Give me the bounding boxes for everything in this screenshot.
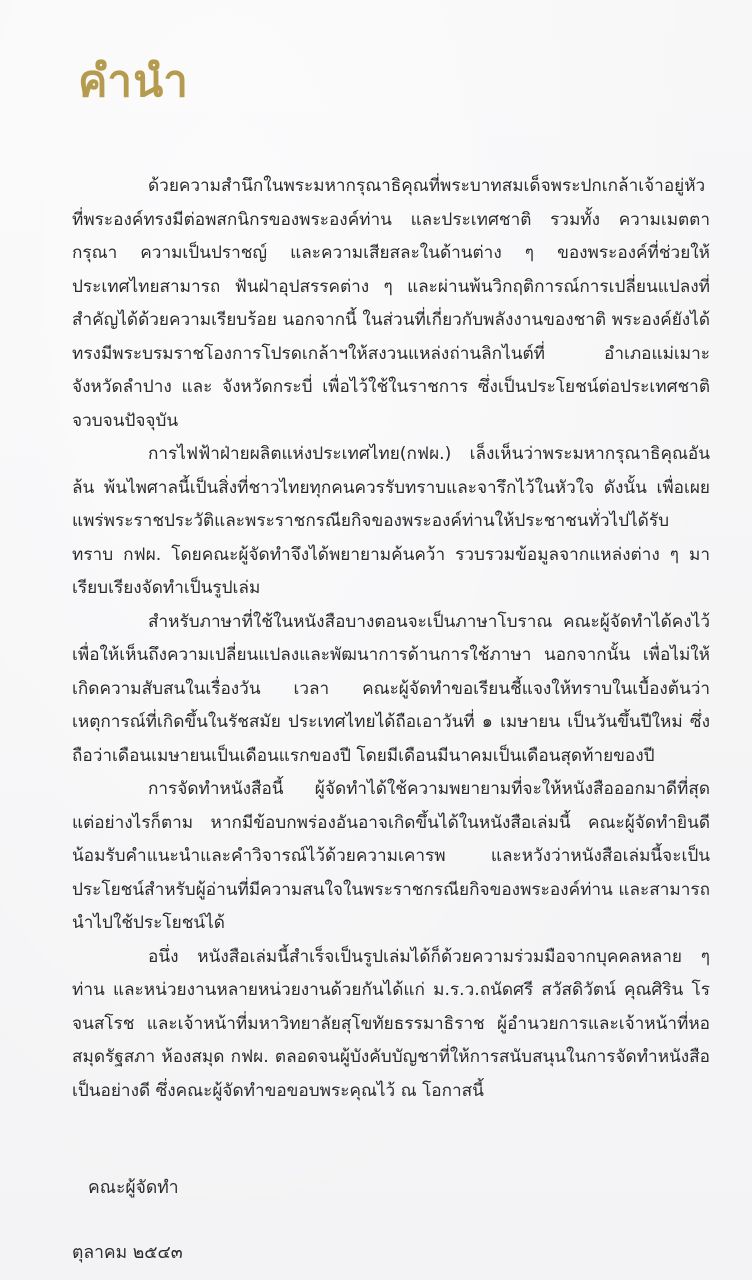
paragraph-4: การจัดทำหนังสือนี้ ผู้จัดทำได้ใช้ความพยายามที่จะให้หนังสือออกมาดีที่สุด แต่อย่างไรก็ตาม หากมีข้อบกพร่องอันอาจเกิดขึ้นได้ในหนังสือเล่มนี้ คณะผู้จัดทำยินดีน้อมรับคำแนะนำและคำวิจารณ์ไว้ด้วยความเคารพ และหวังว่าหนังสือเล่มนี้จะเป็นประโยชน์สำหรับผู้อ่านที่มีความสนใจในพระราชกรณียกิจของพระองค์ท่าน และสามารถนำไปใช้ประโยชน์ได้: [72, 779, 710, 933]
paragraph-3: สำหรับภาษาที่ใช้ในหนังสือบางตอนจะเป็นภาษาโบราณ คณะผู้จัดทำได้คงไว้เพื่อให้เห็นถึงความเปลี่ยนแปลงและพัฒนาการด้านการใช้ภาษา นอกจากนั้น เพื่อไม่ให้เกิดความสับสนในเรื่องวัน เวลา คณะผู้จัดทำขอเรียนชี้แจงให้ทราบในเบื้องต้นว่าเหตุการณ์ที่เกิดขึ้นในรัชสมัย ประเทศไทยได้ถือเอาวันที่ ๑ เมษายน เป็นวันขึ้นปีใหม่ ซึ่งถือว่าเดือนเมษายนเป็นเดือนแรกของปี โดยมีเดือนมีนาคมเป็นเดือนสุดท้ายของปี: [72, 611, 710, 766]
page-title: คำนำ: [78, 56, 189, 108]
paragraph-1: ด้วยความสำนึกในพระมหากรุณาธิคุณที่พระบาทสมเด็จพระปกเกล้าเจ้าอยู่หัวที่พระองค์ทรงมีต่อพสกนิกรของพระองค์ท่าน และประเทศชาติ รวมทั้ง ความเมตตากรุณา ความเป็นปราชญ์ และความเสียสละในด้านต่าง ๆ ของพระองค์ที่ช่วยให้ประเทศไทยสามารถ ฟันฝ่าอุปสรรคต่าง ๆ และผ่านพ้นวิกฤติการณ์การเปลี่ยนแปลงที่สำคัญได้ด้วยความเรียบร้อย นอกจากนี้ ในส่วนที่เกี่ยวกับพลังงานของชาติ พระองค์ยังได้ทรงมีพระบรมราชโองการโปรดเกล้าฯให้สงวนแหล่งถ่านลิกไนต์ที่ อำเภอแม่เมาะ จังหวัดลำปาง และ จังหวัดกระบี่ เพื่อไว้ใช้ในราชการ ซึ่งเป็นประโยชน์ต่อประเทศชาติจวบจนปัจจุบัน: [72, 176, 710, 431]
preface-body: [72, 170, 710, 1108]
date: ตุลาคม ๒๕๔๓: [72, 1243, 183, 1263]
paragraph-2: การไฟฟ้าฝ่ายผลิตแห่งประเทศไทย(กฟผ.) เล็งเห็นว่าพระมหากรุณาธิคุณอันล้น พ้นไพศาลนี้เป็นสิ่งที่ชาวไทยทุกคนควรรับทราบและจารึกไว้ในหัวใจ ดังนั้น เพื่อเผยแพร่พระราชประวัติและพระราชกรณียกิจของพระองค์ท่านให้ประชาชนทั่วไปได้รับทราบ กฟผ. โดยคณะผู้จัดทำจึงได้พยายามค้นคว้า รวบรวมข้อมูลจากแหล่งต่าง ๆ มาเรียบเรียงจัดทำเป็นรูปเล่ม: [72, 444, 710, 598]
signature: คณะผู้จัดทำ: [88, 1178, 179, 1198]
paragraph-5: อนึ่ง หนังสือเล่มนี้สำเร็จเป็นรูปเล่มได้ก็ด้วยความร่วมมือจากบุคคลหลาย ๆ ท่าน และหน่วยงานหลายหน่วยงานด้วยกันได้แก่ ม.ร.ว.ถนัดศรี สวัสดิวัตน์ คุณศิริน โรจนสโรช และเจ้าหน้าที่มหาวิทยาลัยสุโขทัยธรรมาธิราช ผู้อำนวยการและเจ้าหน้าที่หอสมุดรัฐสภา ห้องสมุด กฟผ. ตลอดจนผู้บังคับบัญชาที่ให้การสนับสนุนในการจัดทำหนังสือเป็นอย่างดี ซึ่งคณะผู้จัดทำขอขอบพระคุณไว้ ณ โอกาสนี้: [72, 946, 710, 1101]
